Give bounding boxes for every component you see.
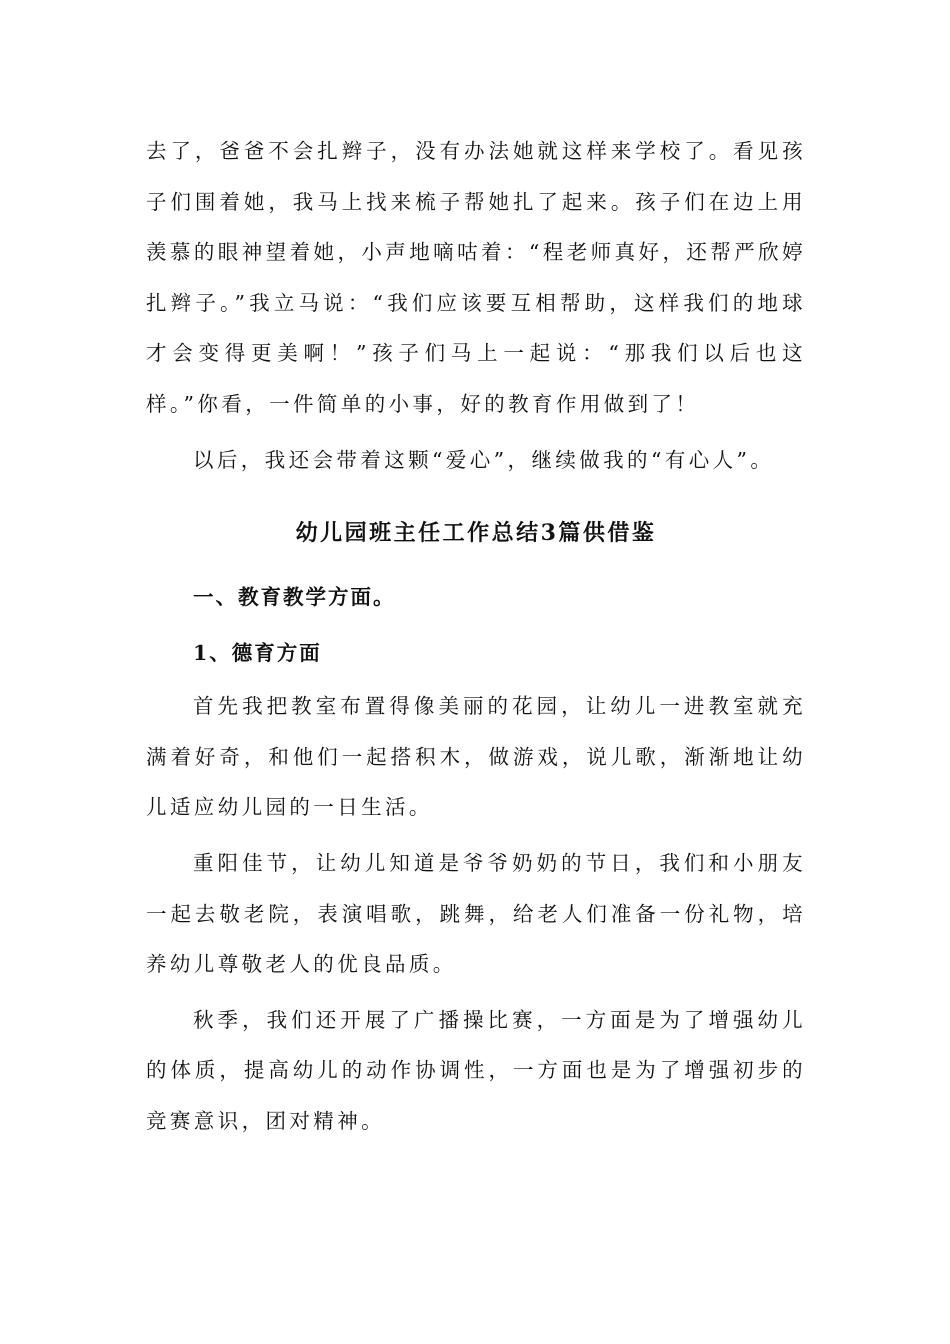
body-paragraph: 以后，我还会带着这颗“爱心”，继续做我的“有心人”。 — [193, 447, 775, 472]
section-heading: 一、教育教学方面。 — [193, 585, 396, 610]
document-title: 幼儿园班主任工作总结3篇供借鉴 — [295, 520, 657, 547]
body-paragraph: 秋季，我们还开展了广播操比赛，一方面是为了增强幼儿的体质，提高幼儿的动作协调性，一方面也是为了增强初步的竞赛意识，团对精神。 — [146, 1007, 806, 1133]
body-paragraph: 去了，爸爸不会扎辫子，没有办法她就这样来学校了。看见孩子们围着她，我马上找来梳子帮她扎了起来。孩子们在边上用羡慕的眼神望着她，小声地嘀咕着：“程老师真好，还帮严欣婷扎辫子。”我立马说：“我们应该要互相帮助，这样我们的地球才会变得更美啊！”孩子们马上一起说：“那我们以后也这样。”你看，一件简单的小事，好的教育作用做到了！ — [146, 139, 806, 416]
body-paragraph: 重阳佳节，让幼儿知道是爷爷奶奶的节日，我们和小朋友一起去敬老院，表演唱歌，跳舞，给老人们准备一份礼物，培养幼儿尊敬老人的优良品质。 — [146, 850, 806, 977]
body-paragraph: 首先我把教室布置得像美丽的花园，让幼儿一进教室就充满着好奇，和他们一起搭积木，做游戏，说儿歌，渐渐地让幼儿适应幼儿园的一日生活。 — [146, 694, 806, 820]
document-body — [146, 126, 806, 1147]
subsection-heading: 1、德育方面 — [193, 641, 322, 666]
